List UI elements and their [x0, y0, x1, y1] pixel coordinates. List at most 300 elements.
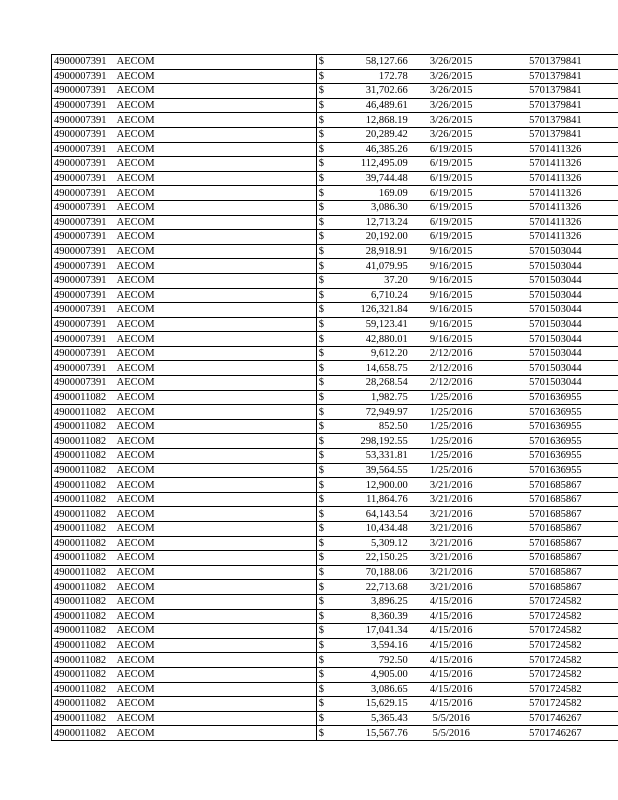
po-number-cell: 4900007391	[52, 113, 115, 128]
vendor-cell: AECOM	[115, 478, 317, 493]
table-row	[52, 682, 618, 697]
amount-cell: 37.20	[335, 273, 410, 288]
po-number-cell: 4900011082	[52, 580, 115, 595]
vendor-cell: AECOM	[115, 682, 317, 697]
vendor-cell: AECOM	[115, 536, 317, 551]
date-cell: 4/15/2016	[410, 624, 493, 639]
currency-symbol-cell: $	[316, 609, 335, 624]
po-number-cell: 4900007391	[52, 127, 115, 142]
invoice-number-cell: 5701746267	[493, 711, 618, 726]
amount-cell: 12,713.24	[335, 215, 410, 230]
po-number-cell: 4900011082	[52, 594, 115, 609]
currency-symbol-cell: $	[316, 98, 335, 113]
table-row	[52, 492, 618, 507]
date-cell: 4/15/2016	[410, 667, 493, 682]
invoice-number-cell: 5701379841	[493, 55, 618, 70]
po-number-cell: 4900007391	[52, 157, 115, 172]
table-row	[52, 478, 618, 493]
invoice-number-cell: 5701503044	[493, 361, 618, 376]
date-cell: 1/25/2016	[410, 449, 493, 464]
vendor-cell: AECOM	[115, 580, 317, 595]
vendor-cell: AECOM	[115, 551, 317, 566]
vendor-cell: AECOM	[115, 332, 317, 347]
table-row	[52, 434, 618, 449]
invoice-number-cell: 5701503044	[493, 317, 618, 332]
po-number-cell: 4900007391	[52, 303, 115, 318]
vendor-cell: AECOM	[115, 624, 317, 639]
date-cell: 3/26/2015	[410, 113, 493, 128]
vendor-cell: AECOM	[115, 317, 317, 332]
vendor-cell: AECOM	[115, 449, 317, 464]
table-row	[52, 317, 618, 332]
vendor-cell: AECOM	[115, 376, 317, 391]
amount-cell: 169.09	[335, 186, 410, 201]
vendor-cell: AECOM	[115, 667, 317, 682]
vendor-cell: AECOM	[115, 288, 317, 303]
date-cell: 1/25/2016	[410, 390, 493, 405]
date-cell: 4/15/2016	[410, 653, 493, 668]
table-row	[52, 215, 618, 230]
currency-symbol-cell: $	[316, 507, 335, 522]
currency-symbol-cell: $	[316, 711, 335, 726]
invoice-number-cell: 5701503044	[493, 259, 618, 274]
date-cell: 6/19/2015	[410, 186, 493, 201]
po-number-cell: 4900011082	[52, 624, 115, 639]
invoice-number-cell: 5701379841	[493, 113, 618, 128]
invoice-number-cell: 5701724582	[493, 667, 618, 682]
date-cell: 3/21/2016	[410, 536, 493, 551]
currency-symbol-cell: $	[316, 215, 335, 230]
currency-symbol-cell: $	[316, 726, 335, 741]
currency-symbol-cell: $	[316, 638, 335, 653]
amount-cell: 6,710.24	[335, 288, 410, 303]
date-cell: 6/19/2015	[410, 230, 493, 245]
invoice-number-cell: 5701724582	[493, 624, 618, 639]
vendor-cell: AECOM	[115, 69, 317, 84]
invoice-number-cell: 5701636955	[493, 463, 618, 478]
date-cell: 2/12/2016	[410, 376, 493, 391]
table-row	[52, 98, 618, 113]
vendor-cell: AECOM	[115, 390, 317, 405]
amount-cell: 64,143.54	[335, 507, 410, 522]
po-number-cell: 4900011082	[52, 653, 115, 668]
amount-cell: 46,489.61	[335, 98, 410, 113]
amount-cell: 3,594.16	[335, 638, 410, 653]
invoice-number-cell: 5701379841	[493, 69, 618, 84]
amount-cell: 58,127.66	[335, 55, 410, 70]
currency-symbol-cell: $	[316, 536, 335, 551]
invoice-number-cell: 5701503044	[493, 244, 618, 259]
currency-symbol-cell: $	[316, 346, 335, 361]
table-row	[52, 303, 618, 318]
invoice-number-cell: 5701636955	[493, 405, 618, 420]
currency-symbol-cell: $	[316, 332, 335, 347]
po-number-cell: 4900011082	[52, 609, 115, 624]
table-row	[52, 69, 618, 84]
vendor-cell: AECOM	[115, 142, 317, 157]
po-number-cell: 4900007391	[52, 346, 115, 361]
currency-symbol-cell: $	[316, 244, 335, 259]
po-number-cell: 4900007391	[52, 230, 115, 245]
date-cell: 9/16/2015	[410, 244, 493, 259]
vendor-cell: AECOM	[115, 522, 317, 537]
invoice-number-cell: 5701685867	[493, 492, 618, 507]
po-number-cell: 4900007391	[52, 317, 115, 332]
amount-cell: 15,567.76	[335, 726, 410, 741]
invoice-number-cell: 5701724582	[493, 594, 618, 609]
invoice-number-cell: 5701636955	[493, 434, 618, 449]
amount-cell: 172.78	[335, 69, 410, 84]
invoice-number-cell: 5701411326	[493, 157, 618, 172]
date-cell: 4/15/2016	[410, 638, 493, 653]
vendor-cell: AECOM	[115, 653, 317, 668]
invoice-number-cell: 5701685867	[493, 522, 618, 537]
vendor-cell: AECOM	[115, 55, 317, 70]
amount-cell: 72,949.97	[335, 405, 410, 420]
table-row	[52, 142, 618, 157]
invoice-number-cell: 5701685867	[493, 580, 618, 595]
invoice-number-cell: 5701636955	[493, 390, 618, 405]
date-cell: 4/15/2016	[410, 682, 493, 697]
invoice-number-cell: 5701503044	[493, 376, 618, 391]
invoice-number-cell: 5701685867	[493, 551, 618, 566]
date-cell: 9/16/2015	[410, 273, 493, 288]
table-row	[52, 522, 618, 537]
amount-cell: 42,880.01	[335, 332, 410, 347]
table-row	[52, 609, 618, 624]
vendor-cell: AECOM	[115, 434, 317, 449]
vendor-cell: AECOM	[115, 419, 317, 434]
date-cell: 9/16/2015	[410, 332, 493, 347]
currency-symbol-cell: $	[316, 84, 335, 99]
amount-cell: 31,702.66	[335, 84, 410, 99]
po-number-cell: 4900011082	[52, 682, 115, 697]
amount-cell: 12,868.19	[335, 113, 410, 128]
table-row	[52, 697, 618, 712]
date-cell: 9/16/2015	[410, 259, 493, 274]
currency-symbol-cell: $	[316, 580, 335, 595]
vendor-cell: AECOM	[115, 711, 317, 726]
date-cell: 4/15/2016	[410, 697, 493, 712]
amount-cell: 17,041.34	[335, 624, 410, 639]
po-number-cell: 4900007391	[52, 244, 115, 259]
amount-cell: 4,905.00	[335, 667, 410, 682]
vendor-cell: AECOM	[115, 638, 317, 653]
invoice-number-cell: 5701636955	[493, 449, 618, 464]
currency-symbol-cell: $	[316, 303, 335, 318]
invoice-number-cell: 5701503044	[493, 288, 618, 303]
table-row	[52, 565, 618, 580]
currency-symbol-cell: $	[316, 449, 335, 464]
table-row	[52, 390, 618, 405]
amount-cell: 59,123.41	[335, 317, 410, 332]
vendor-cell: AECOM	[115, 273, 317, 288]
table-row	[52, 376, 618, 391]
vendor-cell: AECOM	[115, 230, 317, 245]
currency-symbol-cell: $	[316, 113, 335, 128]
invoice-number-cell: 5701379841	[493, 98, 618, 113]
vendor-cell: AECOM	[115, 463, 317, 478]
amount-cell: 46,385.26	[335, 142, 410, 157]
currency-symbol-cell: $	[316, 317, 335, 332]
po-number-cell: 4900011082	[52, 697, 115, 712]
amount-cell: 53,331.81	[335, 449, 410, 464]
po-number-cell: 4900011082	[52, 565, 115, 580]
amount-cell: 792.50	[335, 653, 410, 668]
invoice-number-cell: 5701411326	[493, 171, 618, 186]
table-row	[52, 419, 618, 434]
table-row	[52, 667, 618, 682]
vendor-cell: AECOM	[115, 127, 317, 142]
date-cell: 1/25/2016	[410, 405, 493, 420]
po-number-cell: 4900011082	[52, 390, 115, 405]
currency-symbol-cell: $	[316, 200, 335, 215]
po-number-cell: 4900011082	[52, 463, 115, 478]
currency-symbol-cell: $	[316, 565, 335, 580]
table-row	[52, 594, 618, 609]
invoice-number-cell: 5701503044	[493, 273, 618, 288]
vendor-cell: AECOM	[115, 259, 317, 274]
invoice-number-cell: 5701685867	[493, 565, 618, 580]
table-row	[52, 653, 618, 668]
date-cell: 4/15/2016	[410, 594, 493, 609]
table-row	[52, 346, 618, 361]
currency-symbol-cell: $	[316, 127, 335, 142]
date-cell: 4/15/2016	[410, 609, 493, 624]
currency-symbol-cell: $	[316, 653, 335, 668]
currency-symbol-cell: $	[316, 273, 335, 288]
date-cell: 2/12/2016	[410, 361, 493, 376]
invoice-number-cell: 5701685867	[493, 536, 618, 551]
invoice-number-cell: 5701746267	[493, 726, 618, 741]
table-row	[52, 711, 618, 726]
amount-cell: 39,564.55	[335, 463, 410, 478]
vendor-cell: AECOM	[115, 492, 317, 507]
currency-symbol-cell: $	[316, 419, 335, 434]
table-row	[52, 273, 618, 288]
po-number-cell: 4900011082	[52, 638, 115, 653]
currency-symbol-cell: $	[316, 55, 335, 70]
currency-symbol-cell: $	[316, 667, 335, 682]
currency-symbol-cell: $	[316, 230, 335, 245]
currency-symbol-cell: $	[316, 171, 335, 186]
amount-cell: 3,086.30	[335, 200, 410, 215]
date-cell: 3/26/2015	[410, 84, 493, 99]
amount-cell: 11,864.76	[335, 492, 410, 507]
vendor-cell: AECOM	[115, 98, 317, 113]
vendor-cell: AECOM	[115, 303, 317, 318]
vendor-cell: AECOM	[115, 157, 317, 172]
date-cell: 9/16/2015	[410, 303, 493, 318]
date-cell: 1/25/2016	[410, 434, 493, 449]
table-row	[52, 200, 618, 215]
po-number-cell: 4900011082	[52, 449, 115, 464]
date-cell: 1/25/2016	[410, 463, 493, 478]
currency-symbol-cell: $	[316, 551, 335, 566]
date-cell: 9/16/2015	[410, 288, 493, 303]
vendor-cell: AECOM	[115, 244, 317, 259]
table-row	[52, 113, 618, 128]
date-cell: 3/21/2016	[410, 478, 493, 493]
amount-cell: 12,900.00	[335, 478, 410, 493]
table-row	[52, 186, 618, 201]
vendor-cell: AECOM	[115, 405, 317, 420]
table-row	[52, 449, 618, 464]
amount-cell: 39,744.48	[335, 171, 410, 186]
invoice-number-cell: 5701724582	[493, 697, 618, 712]
po-number-cell: 4900011082	[52, 536, 115, 551]
amount-cell: 298,192.55	[335, 434, 410, 449]
date-cell: 3/21/2016	[410, 507, 493, 522]
currency-symbol-cell: $	[316, 288, 335, 303]
currency-symbol-cell: $	[316, 69, 335, 84]
currency-symbol-cell: $	[316, 697, 335, 712]
date-cell: 3/21/2016	[410, 522, 493, 537]
po-number-cell: 4900011082	[52, 492, 115, 507]
table-row	[52, 638, 618, 653]
invoice-number-cell: 5701379841	[493, 127, 618, 142]
po-number-cell: 4900007391	[52, 186, 115, 201]
po-number-cell: 4900007391	[52, 55, 115, 70]
invoice-number-cell: 5701503044	[493, 346, 618, 361]
po-number-cell: 4900007391	[52, 215, 115, 230]
table-row	[52, 259, 618, 274]
amount-cell: 28,268.54	[335, 376, 410, 391]
currency-symbol-cell: $	[316, 478, 335, 493]
date-cell: 3/21/2016	[410, 492, 493, 507]
amount-cell: 112,495.09	[335, 157, 410, 172]
po-number-cell: 4900011082	[52, 667, 115, 682]
currency-symbol-cell: $	[316, 186, 335, 201]
amount-cell: 70,188.06	[335, 565, 410, 580]
invoice-number-cell: 5701724582	[493, 653, 618, 668]
date-cell: 3/21/2016	[410, 565, 493, 580]
table-row	[52, 157, 618, 172]
table-row	[52, 55, 618, 70]
vendor-cell: AECOM	[115, 507, 317, 522]
po-number-cell: 4900007391	[52, 98, 115, 113]
date-cell: 3/26/2015	[410, 69, 493, 84]
date-cell: 1/25/2016	[410, 419, 493, 434]
amount-cell: 22,150.25	[335, 551, 410, 566]
currency-symbol-cell: $	[316, 157, 335, 172]
currency-symbol-cell: $	[316, 594, 335, 609]
invoice-number-cell: 5701411326	[493, 186, 618, 201]
amount-cell: 1,982.75	[335, 390, 410, 405]
invoice-number-cell: 5701685867	[493, 478, 618, 493]
date-cell: 3/26/2015	[410, 55, 493, 70]
vendor-cell: AECOM	[115, 113, 317, 128]
po-number-cell: 4900007391	[52, 84, 115, 99]
po-number-cell: 4900007391	[52, 142, 115, 157]
vendor-cell: AECOM	[115, 565, 317, 580]
amount-cell: 5,309.12	[335, 536, 410, 551]
currency-symbol-cell: $	[316, 492, 335, 507]
currency-symbol-cell: $	[316, 624, 335, 639]
invoice-number-cell: 5701411326	[493, 215, 618, 230]
table-row	[52, 230, 618, 245]
invoice-table-body	[52, 55, 618, 741]
invoice-number-cell: 5701379841	[493, 84, 618, 99]
table-row	[52, 171, 618, 186]
invoice-number-cell: 5701503044	[493, 332, 618, 347]
po-number-cell: 4900007391	[52, 332, 115, 347]
currency-symbol-cell: $	[316, 682, 335, 697]
amount-cell: 852.50	[335, 419, 410, 434]
invoice-number-cell: 5701636955	[493, 419, 618, 434]
amount-cell: 8,360.39	[335, 609, 410, 624]
invoice-number-cell: 5701503044	[493, 303, 618, 318]
table-row	[52, 84, 618, 99]
po-number-cell: 4900007391	[52, 273, 115, 288]
date-cell: 6/19/2015	[410, 157, 493, 172]
po-number-cell: 4900011082	[52, 551, 115, 566]
date-cell: 3/26/2015	[410, 98, 493, 113]
currency-symbol-cell: $	[316, 142, 335, 157]
currency-symbol-cell: $	[316, 463, 335, 478]
po-number-cell: 4900007391	[52, 171, 115, 186]
vendor-cell: AECOM	[115, 186, 317, 201]
date-cell: 3/26/2015	[410, 127, 493, 142]
po-number-cell: 4900007391	[52, 288, 115, 303]
invoice-number-cell: 5701685867	[493, 507, 618, 522]
po-number-cell: 4900011082	[52, 434, 115, 449]
po-number-cell: 4900007391	[52, 259, 115, 274]
table-row	[52, 361, 618, 376]
table-row	[52, 405, 618, 420]
amount-cell: 14,658.75	[335, 361, 410, 376]
date-cell: 5/5/2016	[410, 726, 493, 741]
invoice-number-cell: 5701411326	[493, 230, 618, 245]
amount-cell: 3,086.65	[335, 682, 410, 697]
amount-cell: 10,434.48	[335, 522, 410, 537]
po-number-cell: 4900011082	[52, 405, 115, 420]
amount-cell: 126,321.84	[335, 303, 410, 318]
amount-cell: 20,289.42	[335, 127, 410, 142]
invoice-table	[51, 54, 618, 741]
vendor-cell: AECOM	[115, 215, 317, 230]
table-row	[52, 536, 618, 551]
date-cell: 6/19/2015	[410, 142, 493, 157]
invoice-number-cell: 5701724582	[493, 638, 618, 653]
currency-symbol-cell: $	[316, 361, 335, 376]
vendor-cell: AECOM	[115, 609, 317, 624]
po-number-cell: 4900007391	[52, 200, 115, 215]
amount-cell: 22,713.68	[335, 580, 410, 595]
invoice-number-cell: 5701724582	[493, 682, 618, 697]
date-cell: 3/21/2016	[410, 580, 493, 595]
amount-cell: 9,612.20	[335, 346, 410, 361]
date-cell: 6/19/2015	[410, 171, 493, 186]
table-row	[52, 127, 618, 142]
po-number-cell: 4900011082	[52, 419, 115, 434]
date-cell: 2/12/2016	[410, 346, 493, 361]
table-row	[52, 288, 618, 303]
date-cell: 5/5/2016	[410, 711, 493, 726]
date-cell: 3/21/2016	[410, 551, 493, 566]
po-number-cell: 4900011082	[52, 478, 115, 493]
table-row	[52, 624, 618, 639]
amount-cell: 15,629.15	[335, 697, 410, 712]
table-row	[52, 551, 618, 566]
date-cell: 6/19/2015	[410, 215, 493, 230]
invoice-number-cell: 5701724582	[493, 609, 618, 624]
table-row	[52, 332, 618, 347]
amount-cell: 28,918.91	[335, 244, 410, 259]
amount-cell: 3,896.25	[335, 594, 410, 609]
po-number-cell: 4900007391	[52, 361, 115, 376]
invoice-number-cell: 5701411326	[493, 142, 618, 157]
